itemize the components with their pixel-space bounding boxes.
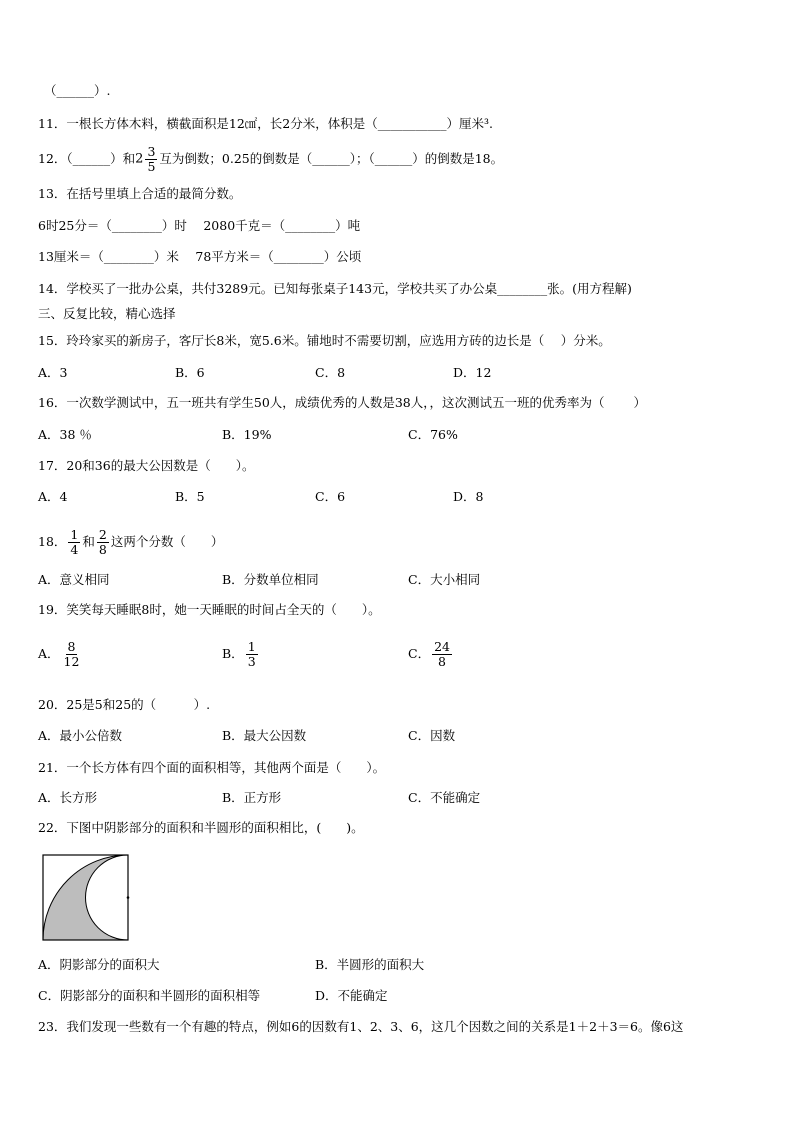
question-11: 11．一根长方体木料，横截面积是12㎠，长2分米，体积是（___________）厘米³. bbox=[38, 116, 493, 131]
question-14: 14．学校买了一批办公桌，共付3289元。已知每张桌子143元，学校共买了办公桌________张。(用方程解) bbox=[38, 281, 632, 296]
q19-c-label: C． bbox=[408, 646, 431, 661]
q19-c-num: 24 bbox=[434, 639, 450, 654]
q16-option-a[interactable]: A．38 ％ bbox=[38, 427, 92, 442]
q21-option-c[interactable]: C．不能确定 bbox=[408, 790, 481, 805]
q22-option-c[interactable]: C．阴影部分的面积和半圆形的面积相等 bbox=[38, 988, 261, 1003]
q12-frac-num: 3 bbox=[147, 144, 156, 159]
q22-shaded-region bbox=[43, 855, 128, 940]
q22-option-a[interactable]: A．阴影部分的面积大 bbox=[38, 957, 160, 972]
q20-option-b[interactable]: B．最大公因数 bbox=[222, 728, 307, 743]
q19-option-b[interactable] bbox=[222, 640, 260, 669]
q12-prefix: 12．（______）和 bbox=[38, 151, 136, 166]
q17-option-d[interactable]: D．8 bbox=[453, 489, 484, 504]
q19-option-c[interactable] bbox=[408, 640, 454, 669]
q19-a-den: 12 bbox=[63, 654, 80, 669]
q18-f2-den: 8 bbox=[98, 542, 107, 557]
q12-frac-den: 5 bbox=[147, 159, 156, 174]
question-12 bbox=[38, 145, 503, 174]
question-21: 21．一个长方体有四个面的面积相等，其他两个面是（ ）。 bbox=[38, 760, 386, 775]
question-15: 15．玲玲家买的新房子，客厅长8米，宽5.6米。铺地时不需要切割，应选用方砖的边长是（ ）分米。 bbox=[38, 333, 611, 348]
q19-a-fraction bbox=[62, 640, 82, 669]
q16-option-c[interactable]: C．76% bbox=[408, 427, 458, 442]
q22-figure bbox=[42, 854, 132, 944]
q17-option-b[interactable]: B．5 bbox=[175, 489, 205, 504]
q19-b-num: 1 bbox=[247, 639, 256, 654]
question-13-title: 13．在括号里填上合适的最简分数。 bbox=[38, 186, 242, 201]
q12-suffix: 互为倒数；0.25的倒数是（______）；（______）的倒数是18。 bbox=[159, 151, 504, 166]
q19-a-num: 8 bbox=[67, 639, 76, 654]
q12-fraction bbox=[145, 145, 157, 174]
q20-option-c[interactable]: C．因数 bbox=[408, 728, 456, 743]
q22-option-b[interactable]: B．半圆形的面积大 bbox=[315, 957, 425, 972]
q17-option-a[interactable]: A．4 bbox=[38, 489, 68, 504]
q18-option-b[interactable]: B．分数单位相同 bbox=[222, 572, 319, 587]
q15-option-b[interactable]: B．6 bbox=[175, 365, 205, 380]
q18-prefix: 18． bbox=[38, 534, 67, 549]
q15-option-c[interactable]: C．8 bbox=[315, 365, 346, 380]
section-3-heading: 三、反复比较，精心选择 bbox=[38, 306, 176, 321]
q18-f1-den: 4 bbox=[70, 542, 79, 557]
q22-center-dot bbox=[127, 896, 130, 899]
q19-b-fraction bbox=[246, 640, 258, 669]
question-17: 17．20和36的最大公因数是（ ）。 bbox=[38, 458, 255, 473]
q22-option-d[interactable]: D．不能确定 bbox=[315, 988, 388, 1003]
q18-fraction-2 bbox=[97, 528, 109, 557]
q18-fraction-1 bbox=[68, 528, 80, 557]
question-19: 19．笑笑每天睡眠8时，她一天睡眠的时间占全天的（ ）。 bbox=[38, 602, 381, 617]
question-18 bbox=[38, 528, 223, 557]
question-22: 22．下图中阴影部分的面积和半圆形的面积相比，( )。 bbox=[38, 820, 364, 835]
question-20: 20．25是5和25的（ ）. bbox=[38, 697, 211, 712]
q20-option-a[interactable]: A．最小公倍数 bbox=[38, 728, 123, 743]
q19-b-label: B． bbox=[222, 646, 244, 661]
q21-option-a[interactable]: A．长方形 bbox=[38, 790, 98, 805]
q18-suffix: 这两个分数（ ） bbox=[110, 534, 224, 549]
q15-option-d[interactable]: D．12 bbox=[453, 365, 492, 380]
q12-mixed-int: 2 bbox=[135, 151, 144, 167]
q15-option-a[interactable]: A．3 bbox=[38, 365, 68, 380]
question-13-row2: 13厘米＝（________）米 78平方米＝（________）公顷 bbox=[38, 249, 362, 264]
q10-tail: （______）. bbox=[44, 83, 111, 98]
q19-b-den: 3 bbox=[247, 654, 256, 669]
question-23: 23．我们发现一些数有一个有趣的特点，例如6的因数有1、2、3、6，这几个因数之间的关系是1＋2＋3＝6。像6这 bbox=[38, 1019, 684, 1034]
q21-option-b[interactable]: B．正方形 bbox=[222, 790, 282, 805]
q19-c-fraction bbox=[432, 640, 452, 669]
q18-option-c[interactable]: C．大小相同 bbox=[408, 572, 481, 587]
q19-option-a[interactable] bbox=[38, 640, 83, 669]
q18-mid: 和 bbox=[82, 534, 95, 549]
q19-c-den: 8 bbox=[438, 654, 446, 669]
q18-option-a[interactable]: A．意义相同 bbox=[38, 572, 110, 587]
q17-option-c[interactable]: C．6 bbox=[315, 489, 346, 504]
q19-a-label: A． bbox=[38, 646, 60, 661]
question-16: 16．一次数学测试中，五一班共有学生50人，成绩优秀的人数是38人，，这次测试五一班的优秀率为（ ） bbox=[38, 395, 646, 410]
q18-f1-num: 1 bbox=[70, 527, 79, 542]
q18-f2-num: 2 bbox=[98, 527, 107, 542]
q16-option-b[interactable]: B．19% bbox=[222, 427, 272, 442]
question-13-row1: 6时25分＝（________）时 2080千克＝（________）吨 bbox=[38, 218, 361, 233]
